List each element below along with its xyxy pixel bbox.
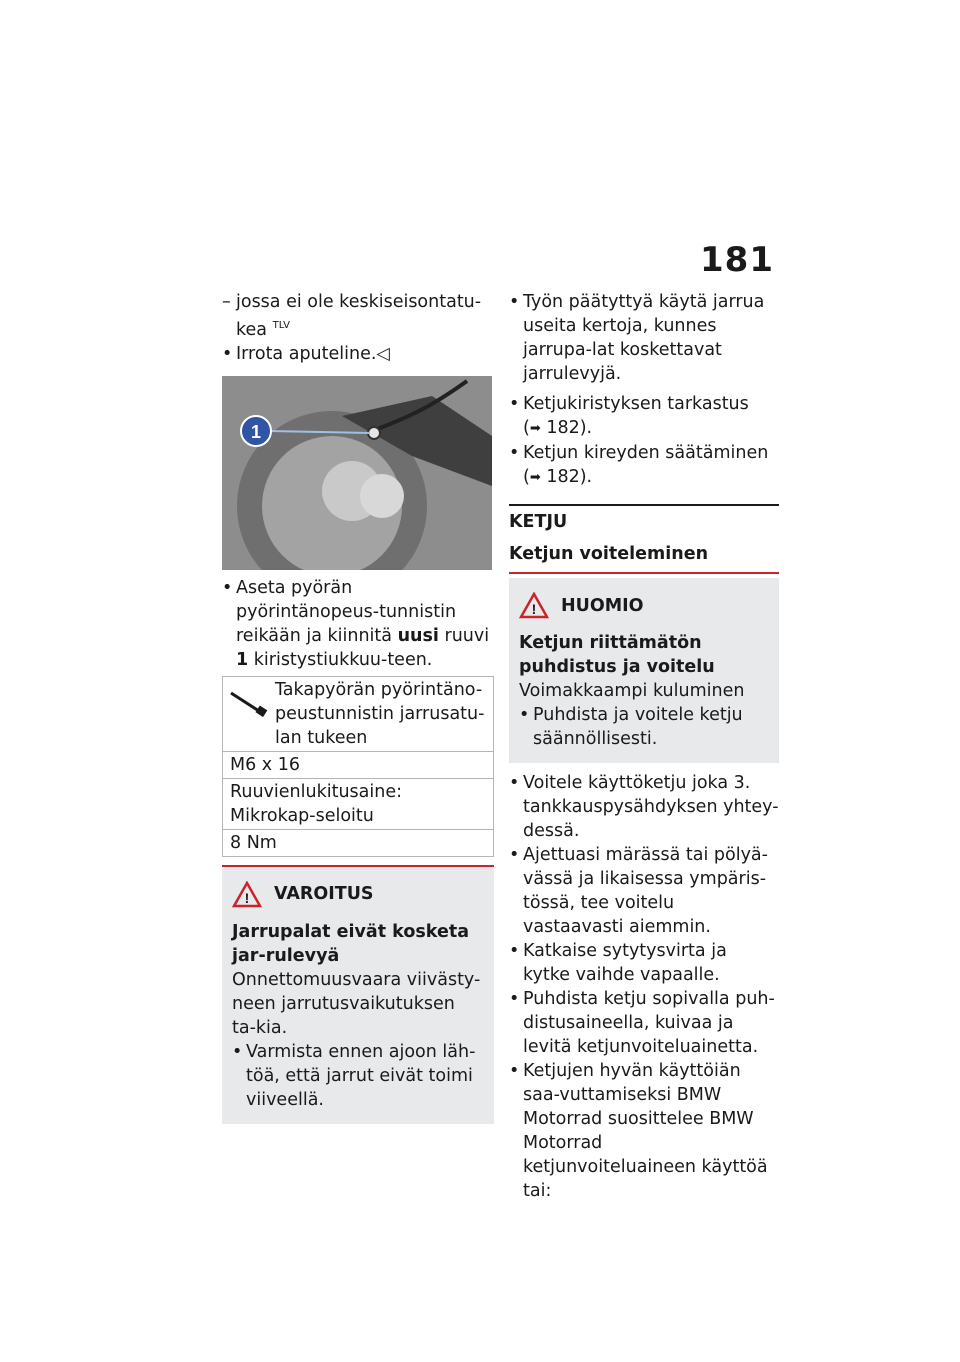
callout-1: 1 [250,421,262,442]
svg-text:!: ! [244,889,250,906]
spec-torque: 8 Nm [223,829,493,856]
ref-chain-adjust: • Ketjun kireyden säätäminen (➡ 182). [509,441,779,490]
lube-steps [509,771,779,1203]
torque-wrench-icon [229,689,269,717]
notice-triangle-icon [519,592,549,619]
list-item: • Katkaise sytytysvirta ja kytke vaihde vapaalle. [509,941,727,985]
warning-triangle-icon [232,881,262,908]
torque-spec-table [222,676,494,857]
right-column [509,290,779,1203]
step-remove-stand: • Irrota aputeline.◁ [222,343,390,364]
dash-item: – jossa ei ole keskiseisontatu-kea $^{TLV}$ [222,292,482,340]
section-heading: KETJU [509,504,779,534]
spec-agent: Ruuvienlukitusaine: Mikrokap-seloitu [223,778,493,829]
warning-title: Jarrupalat eivät kosketa jar-rulevyä [232,921,470,966]
warning-action: • Varmista ennen ajoon läh-töä, että jarrut eivät toimi viiveellä. [232,1041,476,1110]
list-item: • Ketjujen hyvän käyttöiän saa-vuttamiseksi BMW Motorrad suosittelee BMW Motorrad ketjunvoiteluaineen käyttöä tai: [509,1061,768,1201]
svg-text:!: ! [531,601,537,617]
left-column [222,290,494,1124]
list-item: • Voitele käyttöketju joka 3. tankkauspysähdyksen yhtey-dessä. [509,773,779,841]
step-install-sensor: • Aseta pyörän pyörintänopeus-tunnistin reikään ja kiinnitä uusi ruuvi 1 kiristystiukkuu-teen. [222,577,490,670]
notice-box [509,578,779,763]
spec-size: M6 x 16 [223,751,493,778]
warning-box [222,865,494,1124]
warning-label: VAROITUS [274,884,374,905]
subsection-heading: Ketjun voiteleminen [509,542,779,574]
ref-chain-check: • Ketjukiristyksen tarkastus (➡ 182). [509,392,779,441]
list-item: • Ajettuasi märässä tai pölyä-vässä ja likaisessa ympäris-tössä, tee voitelu vastaavasti aiemmin. [509,845,768,937]
notice-text: Voimakkaampi kuluminen [519,681,745,701]
notice-action: • Puhdista ja voitele ketju säännöllisesti. [519,705,743,749]
sensor-photo [222,376,492,570]
page-ref-arrow-icon: ➡ [529,470,541,485]
page-number: 181 [700,240,774,280]
step-test-brake: • Työn päätyttyä käytä jarrua useita kertoja, kunnes jarrupa-lat koskettavat jarrulevyjä. [509,292,765,384]
list-item: • Puhdista ketju sopivalla puh-distusaineella, kuivaa ja levitä ketjunvoiteluainetta. [509,989,775,1057]
warning-text: Onnettomuusvaara viivästy-neen jarrutusvaikutuksen ta-kia. [232,969,481,1038]
end-mark-icon: ◁ [376,343,390,364]
page-ref-arrow-icon: ➡ [529,421,541,436]
photo-illustration [222,376,492,570]
notice-label: HUOMIO [561,595,644,616]
spec-title: Takapyörän pyörintäno-peustunnistin jarrusatu-lan tukeen [223,677,493,751]
notice-title: Ketjun riittämätön puhdistus ja voitelu [519,633,715,677]
